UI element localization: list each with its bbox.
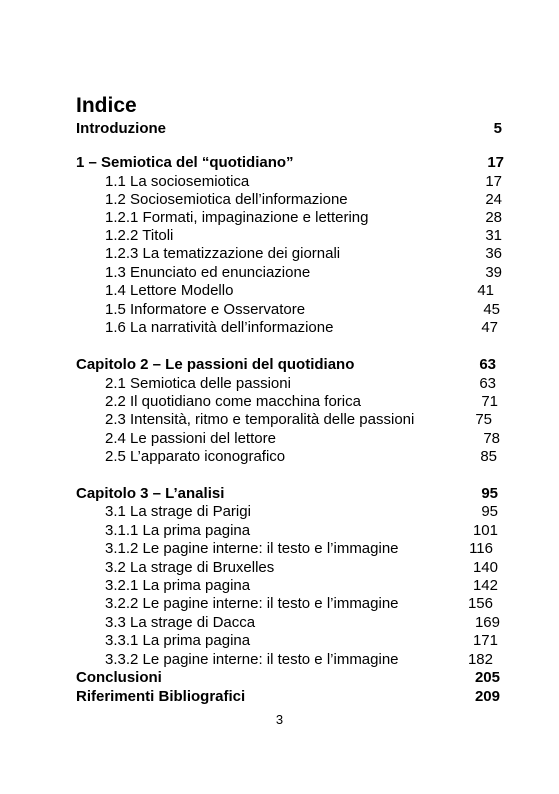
toc-entry-text: 1.3 Enunciato ed enunciazione [105, 264, 311, 281]
toc-entry-page: 63 [479, 356, 496, 373]
toc-entry[interactable] [0, 540, 559, 558]
toc-entry-page: 41 [477, 282, 494, 299]
toc-entry-text: Capitolo 3 – L’analisi [76, 485, 225, 502]
toc-entry-page: 171 [472, 632, 498, 649]
toc-entry-text: 2.2 Il quotidiano come macchina forica [105, 393, 361, 410]
toc-entry[interactable] [0, 245, 559, 263]
toc-entry-text: 1.4 Lettore Modello [105, 282, 234, 299]
toc-entry-page: 28 [485, 209, 502, 226]
toc-entry[interactable] [0, 632, 559, 650]
toc-entry-page: 169 [474, 614, 500, 631]
toc-entry-page: 101 [472, 522, 498, 539]
toc-entry-text: 3.2.1 La prima pagina [105, 577, 251, 594]
toc-entry-text: 2.3 Intensità, ritmo e temporalità delle passioni [105, 411, 415, 428]
toc-entry-page: 24 [485, 191, 502, 208]
toc-entry-text: 2.5 L’apparato iconografico [105, 448, 286, 465]
toc-entry-text: 3.1.1 La prima pagina [105, 522, 251, 539]
toc-entry-text: 3.1.2 Le pagine interne: il testo e l’immagine [105, 540, 399, 557]
toc-entry-chapter-3[interactable] [0, 485, 559, 503]
toc-entry[interactable] [0, 375, 559, 393]
toc-entry[interactable] [0, 301, 559, 319]
toc-entry-text: 2.4 Le passioni del lettore [105, 430, 276, 447]
toc-entry-chapter-1[interactable] [0, 154, 559, 172]
toc-entry[interactable] [0, 522, 559, 540]
toc-entry-page: 205 [474, 669, 500, 686]
toc-entry[interactable] [0, 319, 559, 337]
toc-entry-page: 17 [487, 154, 504, 171]
toc-entry-page: 95 [481, 503, 498, 520]
toc-entry-text: Riferimenti Bibliografici [76, 688, 246, 705]
toc-entry-text: 1.2.3 La tematizzazione dei giornali [105, 245, 341, 262]
page-number: 3 [275, 712, 284, 727]
toc-entry[interactable] [0, 503, 559, 521]
toc-entry-riferimenti[interactable] [0, 688, 559, 706]
toc-entry-page: 31 [485, 227, 502, 244]
toc-entry[interactable] [0, 577, 559, 595]
toc-entry[interactable] [0, 448, 559, 466]
toc-entry-text: 1.5 Informatore e Osservatore [105, 301, 306, 318]
toc-entry-text: 1.2.2 Titoli [105, 227, 174, 244]
toc-entry[interactable] [0, 282, 559, 300]
toc-entry-page: 156 [467, 595, 493, 612]
toc-entry-page: 85 [480, 448, 497, 465]
toc-entry-page: 95 [481, 485, 498, 502]
toc-entry[interactable] [0, 191, 559, 209]
toc-entry-text: Introduzione [76, 120, 166, 137]
toc-entry-text: Capitolo 2 – Le passioni del quotidiano [76, 356, 355, 373]
toc-title: Indice [76, 94, 137, 117]
toc-entry-text: 3.3.1 La prima pagina [105, 632, 251, 649]
toc-entry-chapter-2[interactable] [0, 356, 559, 374]
toc-entry-text: 1.6 La narratività dell’informazione [105, 319, 334, 336]
toc-entry-text: 3.3 La strage di Dacca [105, 614, 256, 631]
toc-entry-page: 63 [479, 375, 496, 392]
toc-entry[interactable] [0, 173, 559, 191]
toc-entry[interactable] [0, 264, 559, 282]
toc-entry[interactable] [0, 559, 559, 577]
toc-entry-page: 75 [475, 411, 492, 428]
toc-entry-page: 116 [469, 540, 493, 557]
toc-entry-text: 1.2 Sociosemiotica dell’informazione [105, 191, 348, 208]
toc-entry-page: 182 [467, 651, 493, 668]
toc-entry[interactable] [0, 393, 559, 411]
toc-entry-page: 78 [483, 430, 500, 447]
toc-entry-page: 17 [485, 173, 502, 190]
toc-entry-page: 5 [493, 120, 502, 137]
toc-entry-text: 1.2.1 Formati, impaginazione e lettering [105, 209, 369, 226]
toc-entry-text: Conclusioni [76, 669, 162, 686]
toc-entry-page: 45 [483, 301, 500, 318]
toc-entry-introduzione[interactable] [0, 120, 559, 138]
toc-entry[interactable] [0, 227, 559, 245]
toc-entry-page: 140 [472, 559, 498, 576]
toc-entry[interactable] [0, 209, 559, 227]
toc-entry-page: 142 [472, 577, 498, 594]
toc-entry-text: 3.3.2 Le pagine interne: il testo e l’immagine [105, 651, 399, 668]
toc-entry-conclusioni[interactable] [0, 669, 559, 687]
toc-entry-page: 39 [485, 264, 502, 281]
toc-entry[interactable] [0, 651, 559, 669]
toc-entry-text: 3.2.2 Le pagine interne: il testo e l’immagine [105, 595, 399, 612]
toc-entry-text: 1.1 La sociosemiotica [105, 173, 250, 190]
toc-entry[interactable] [0, 595, 559, 613]
toc-entry-text: 2.1 Semiotica delle passioni [105, 375, 291, 392]
toc-entry-text: 1 – Semiotica del “quotidiano” [76, 154, 294, 171]
toc-entry[interactable] [0, 430, 559, 448]
toc-entry[interactable] [0, 411, 559, 429]
toc-entry-page: 47 [481, 319, 498, 336]
toc-entry-page: 36 [485, 245, 502, 262]
toc-entry[interactable] [0, 614, 559, 632]
toc-entry-text: 3.1 La strage di Parigi [105, 503, 251, 520]
toc-entry-text: 3.2 La strage di Bruxelles [105, 559, 275, 576]
toc-entry-page: 71 [481, 393, 498, 410]
toc-entry-page: 209 [474, 688, 500, 705]
